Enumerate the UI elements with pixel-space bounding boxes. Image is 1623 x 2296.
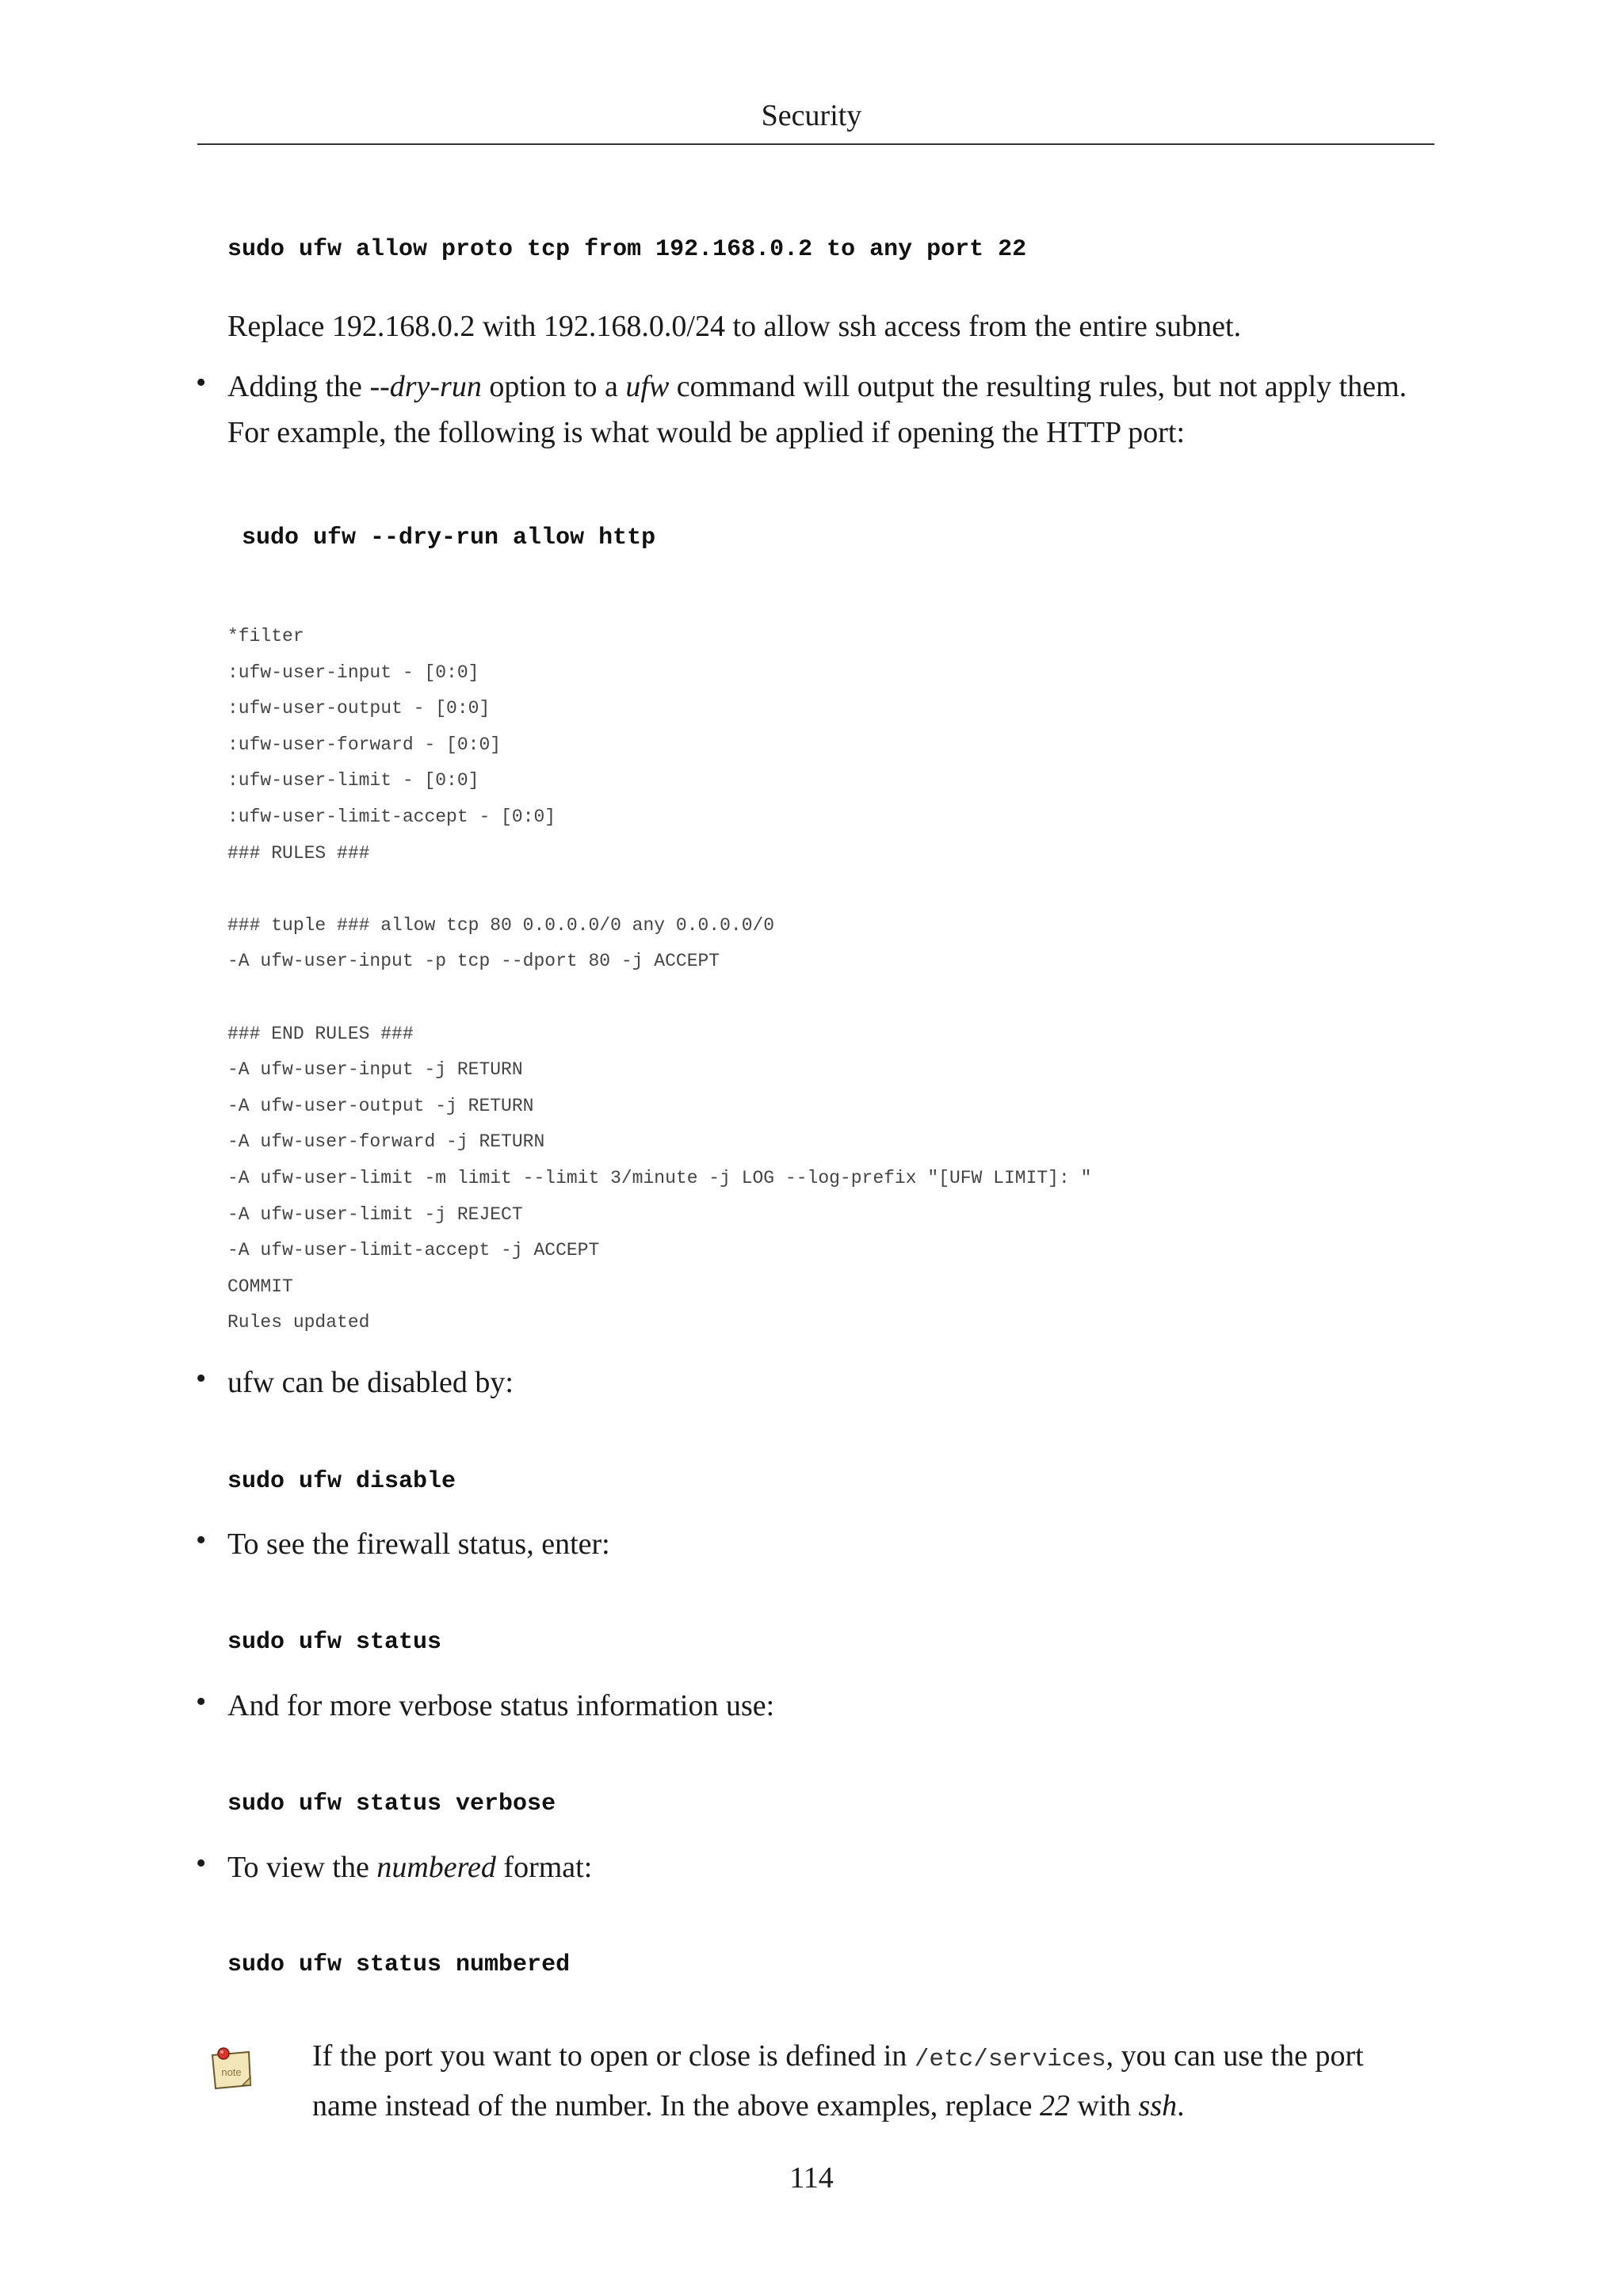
text-run: option to a <box>481 370 626 403</box>
output-line: :ufw-user-forward - [0:0] <box>227 734 502 755</box>
page-header-title: Security <box>761 99 862 132</box>
bullet-status-text: To see the firewall status, enter: <box>227 1527 610 1561</box>
note-icon <box>208 2044 255 2092</box>
emphasis-ufw: ufw <box>625 370 670 403</box>
bullet-verbose-text: And for more verbose status information use: <box>227 1689 775 1722</box>
emphasis-ssh: ssh <box>1138 2089 1178 2122</box>
text-run: If the port you want to open or close is defined in <box>312 2039 915 2073</box>
text-run: Adding the <box>227 370 370 403</box>
command-ufw-status-numbered: sudo ufw status numbered <box>227 1951 571 1978</box>
output-line: COMMIT <box>227 1276 293 1297</box>
note-icon-graphic <box>208 2044 255 2092</box>
output-line: -A ufw-user-input -j RETURN <box>227 1059 523 1081</box>
text-run: command will output the resulting rules, but not apply them. <box>669 370 1407 403</box>
note-icon-label: note <box>221 2066 242 2078</box>
output-line: -A ufw-user-limit -j REJECT <box>227 1203 523 1225</box>
note-text <box>312 2033 1469 2129</box>
text-run: format: <box>495 1851 593 1884</box>
output-line: -A ufw-user-forward -j RETURN <box>227 1131 545 1153</box>
output-line: :ufw-user-limit - [0:0] <box>227 770 479 791</box>
page-number: 114 <box>789 2161 834 2195</box>
bullet-marker: • <box>196 1847 207 1880</box>
text-run: To view the <box>227 1851 377 1884</box>
bullet-marker: • <box>196 366 207 399</box>
output-line: Rules updated <box>227 1312 370 1333</box>
command-dry-run-allow-http: sudo ufw --dry-run allow http <box>242 524 656 551</box>
output-line: -A ufw-user-limit -m limit --limit 3/minute -j LOG --log-prefix "[UFW LIMIT]: " <box>227 1168 1092 1188</box>
bullet-disable-text: ufw can be disabled by: <box>227 1366 514 1399</box>
command-ufw-status: sudo ufw status <box>227 1629 442 1656</box>
output-line: ### tuple ### allow tcp 80 0.0.0.0/0 any 0.0.0.0/0 <box>227 914 775 936</box>
bullet-dry-run-text <box>227 364 1464 456</box>
text-run: with <box>1069 2089 1139 2122</box>
output-line: :ufw-user-limit-accept - [0:0] <box>227 807 556 827</box>
output-line: ### END RULES ### <box>227 1023 414 1044</box>
paragraph-replace-subnet: Replace 192.168.0.2 with 192.168.0.0/24 to allow ssh access from the entire subnet. <box>227 310 1242 343</box>
bullet-numbered-text <box>227 1844 592 1890</box>
bullet-marker: • <box>196 1362 207 1395</box>
output-line: -A ufw-user-input -p tcp --dport 80 -j ACCEPT <box>227 951 720 972</box>
output-line: *filter <box>227 626 304 646</box>
output-line: ### RULES ### <box>227 842 370 864</box>
inline-code-etc-services: /etc/services <box>914 2046 1106 2073</box>
bullet-marker: • <box>196 1685 207 1718</box>
text-run: name instead of the number. In the above examples, replace <box>312 2089 1040 2122</box>
command-allow-proto-tcp: sudo ufw allow proto tcp from 192.168.0.2 to any port 22 <box>227 236 1027 263</box>
text-run: . <box>1177 2089 1185 2122</box>
text-run: For example, the following is what would be applied if opening the HTTP port: <box>227 416 1186 449</box>
command-ufw-status-verbose: sudo ufw status verbose <box>227 1791 556 1817</box>
emphasis-dry-run: --dry-run <box>369 370 482 403</box>
command-ufw-disable: sudo ufw disable <box>227 1468 456 1495</box>
bullet-marker: • <box>196 1524 207 1557</box>
emphasis-22: 22 <box>1039 2089 1070 2122</box>
output-line: -A ufw-user-limit-accept -j ACCEPT <box>227 1240 600 1261</box>
output-line: -A ufw-user-output -j RETURN <box>227 1095 534 1116</box>
header-divider <box>197 143 1434 145</box>
output-line: :ufw-user-output - [0:0] <box>227 698 491 719</box>
text-run: , you can use the port <box>1106 2039 1364 2073</box>
output-line: :ufw-user-input - [0:0] <box>227 662 479 683</box>
emphasis-numbered: numbered <box>376 1851 496 1884</box>
